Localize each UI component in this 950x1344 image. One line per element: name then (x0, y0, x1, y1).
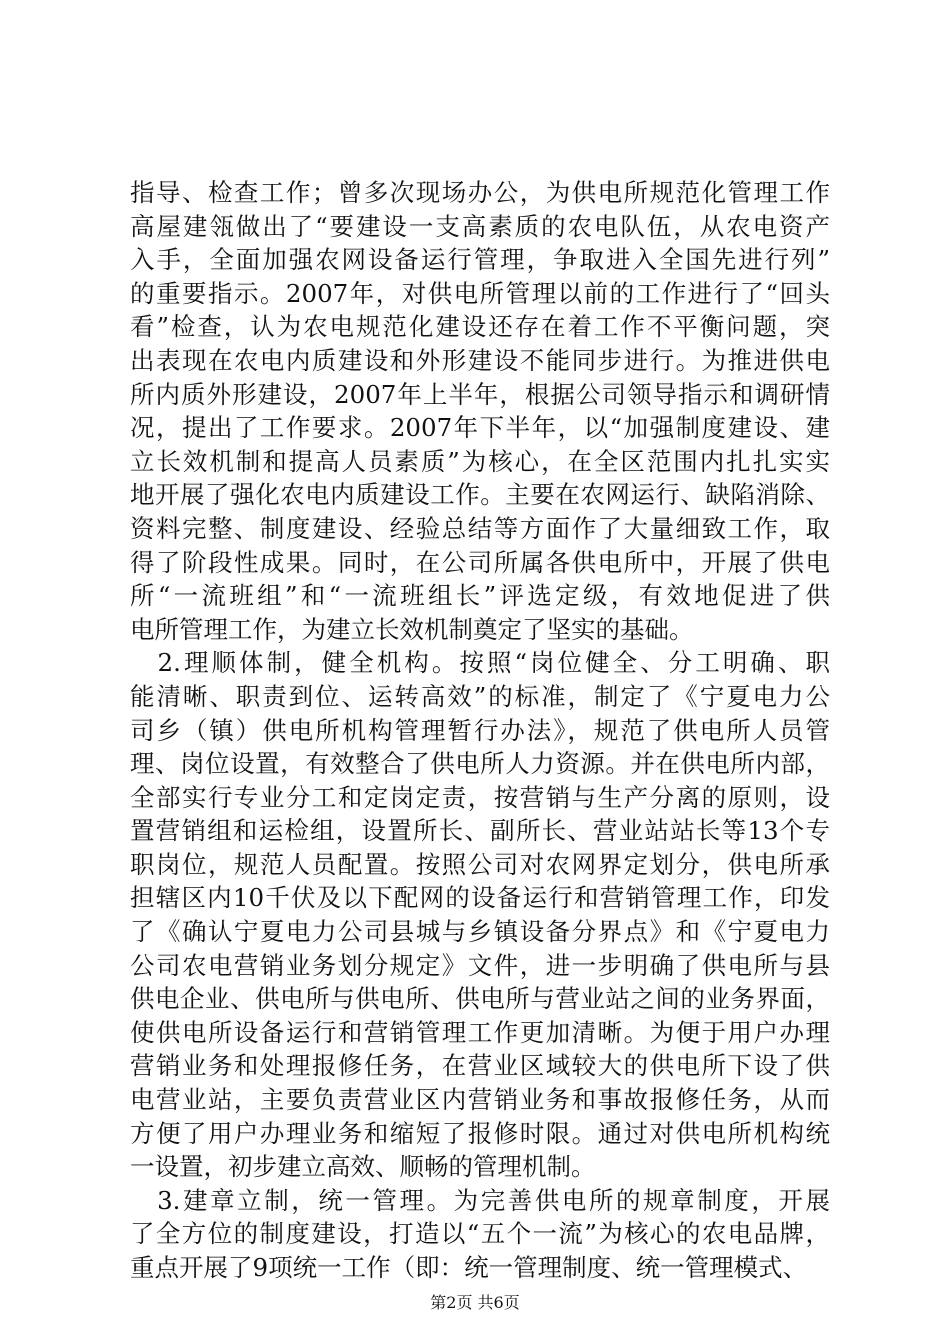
text-line: 入手，全面加强农网设备运行管理，争取进入全国先进行列” (130, 245, 830, 275)
page-footer: 第2页 共6页 (430, 1293, 520, 1312)
text-line: 一设置，初步建立高效、顺畅的管理机制。 (130, 1152, 596, 1182)
text-line: 2.理顺体制，健全机构。按照“岗位健全、分工明确、职 (130, 648, 830, 678)
text-line: 了全方位的制度建设，打造以“五个一流”为核心的农电品牌， (130, 1219, 830, 1249)
text-line: 出表现在农电内质建设和外形建设不能同步进行。为推进供电 (130, 345, 830, 375)
text-line: 3.建章立制，统一管理。为完善供电所的规章制度，开展 (130, 1185, 830, 1215)
text-line: 立长效机制和提高人员素质”为核心，在全区范围内扎扎实实 (130, 446, 830, 476)
text-line: 职岗位，规范人员配置。按照公司对农网界定划分，供电所承 (130, 849, 830, 879)
text-line: 使供电所设备运行和营销管理工作更加清晰。为便于用户办理 (130, 1017, 830, 1047)
text-line: 资料完整、制度建设、经验总结等方面作了大量细致工作，取 (130, 513, 830, 543)
text-line: 所“一流班组”和“一流班组长”评选定级，有效地促进了供 (130, 581, 830, 611)
text-line: 看”检查，认为农电规范化建设还存在着工作不平衡问题，突 (130, 312, 830, 342)
text-line: 全部实行专业分工和定岗定责，按营销与生产分离的原则，设 (130, 782, 830, 812)
text-line: 的重要指示。2007年，对供电所管理以前的工作进行了“回头 (130, 278, 830, 308)
text-line: 高屋建瓴做出了“要建设一支高素质的农电队伍，从农电资产 (130, 211, 830, 241)
text-line: 电所管理工作，为建立长效机制奠定了坚实的基础。 (130, 614, 694, 644)
text-line: 理、岗位设置，有效整合了供电所人力资源。并在供电所内部， (130, 749, 830, 779)
text-line: 公司农电营销业务划分规定》文件，进一步明确了供电所与县 (130, 950, 830, 980)
text-line: 了《确认宁夏电力公司县城与乡镇设备分界点》和《宁夏电力 (130, 917, 830, 947)
text-line: 供电企业、供电所与供电所、供电所与营业站之间的业务界面， (130, 984, 830, 1014)
text-line: 司乡（镇）供电所机构管理暂行办法》，规范了供电所人员管 (130, 715, 830, 745)
document-body (130, 176, 830, 1285)
text-line: 电营业站，主要负责营业区内营销业务和事故报修任务，从而 (130, 1085, 830, 1115)
text-line: 重点开展了9项统一工作（即：统一管理制度、统一管理模式、 (130, 1253, 808, 1282)
text-line: 指导、检查工作；曾多次现场办公，为供电所规范化管理工作 (130, 178, 830, 207)
text-line: 能清晰、职责到位、运转高效”的标准，制定了《宁夏电力公 (130, 681, 830, 711)
text-line: 营销业务和处理报修任务，在营业区域较大的供电所下设了供 (130, 1051, 830, 1081)
text-line: 况，提出了工作要求。2007年下半年，以“加强制度建设、建 (130, 413, 830, 443)
text-line: 得了阶段性成果。同时，在公司所属各供电所中，开展了供电 (130, 547, 830, 577)
text-line: 方便了用户办理业务和缩短了报修时限。通过对供电所机构统 (130, 1118, 830, 1148)
text-line: 担辖区内10千伏及以下配网的设备运行和营销管理工作，印发 (130, 883, 830, 913)
text-line: 置营销组和运检组，设置所长、副所长、营业站站长等13个专 (130, 816, 830, 846)
text-line: 地开展了强化农电内质建设工作。主要在农网运行、缺陷消除、 (130, 480, 830, 510)
text-line: 所内质外形建设，2007年上半年，根据公司领导指示和调研情 (130, 379, 830, 409)
